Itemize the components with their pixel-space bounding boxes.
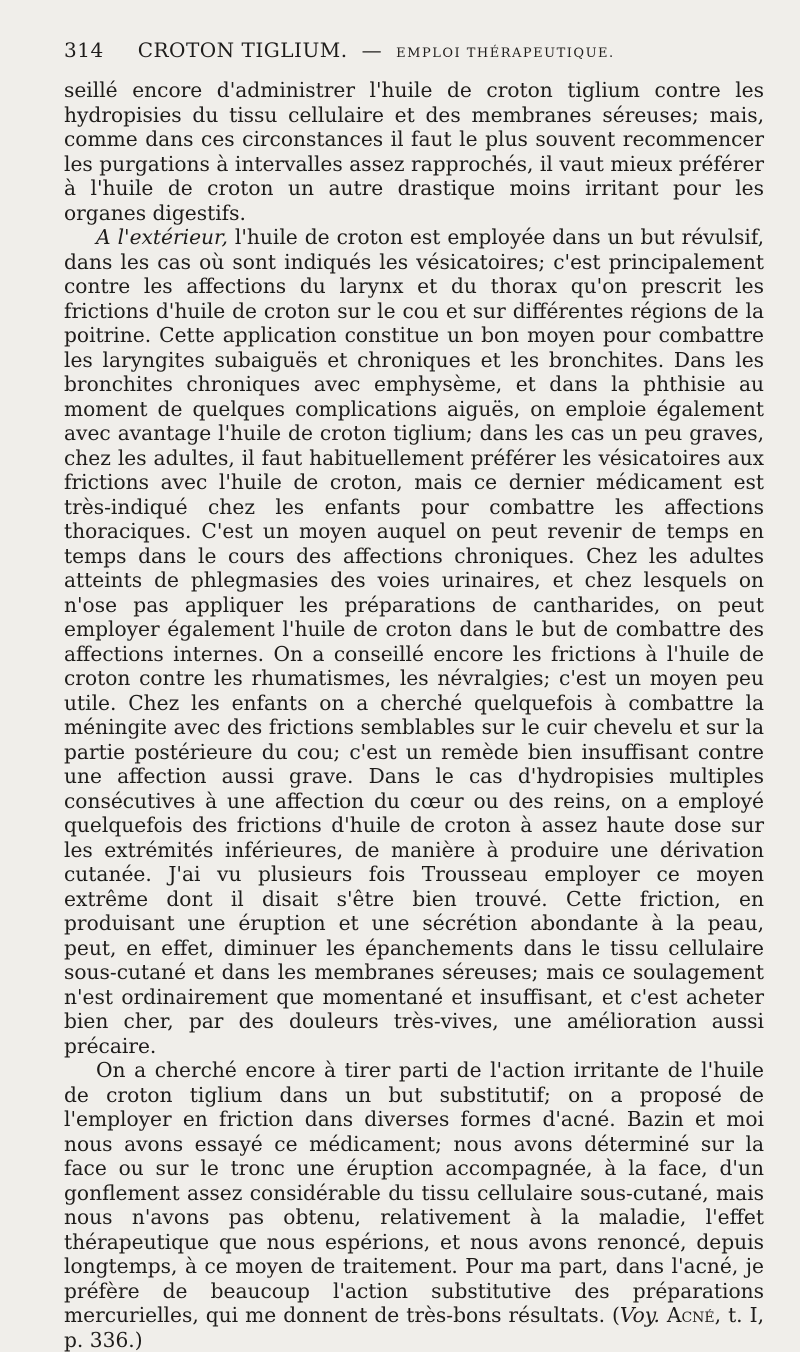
running-subtitle: EMPLOI THÉRAPEUTIQUE.	[396, 46, 615, 61]
paragraph-2	[64, 225, 764, 1058]
cross-reference-tail: , t. I, p. 336.)	[64, 1303, 764, 1352]
body-text	[64, 78, 764, 1352]
paragraph-1-text: seillé encore d'administrer l'huile de croton tiglium contre les hydropisies du tissu cellulaire et des membranes séreuses; mais, comme dans ces circonstances il faut le plus souvent recommencer les purgations à intervalles assez rapprochés, il vaut mieux préférer à l'huile de croton un autre drastique moins irritant pour les organes digestifs.	[64, 78, 764, 225]
cross-reference-voy: Voy.	[619, 1303, 660, 1327]
paragraph-3-text: On a cherché encore à tirer parti de l'action irritante de l'huile de croton tiglium dans un but substitutif; on a proposé de l'employer en friction dans diverses formes d'acné. Bazin et moi nous avons essayé ce médicament; nous avons déterminé sur la face ou sur le tronc une éruption accompagnée, à la face, d'un gonflement assez considérable du tissu cellulaire sous-cutané, mais nous n'avons pas obtenu, relativement à la maladie, l'effet thérapeutique que nous espérions, et nous avons renoncé, depuis longtemps, à ce moyen de traitement. Pour ma part, dans l'acné, je préfère de beaucoup l'action substitutive des préparations mercurielles, qui me donnent de très-bons résultats. (	[64, 1058, 764, 1327]
running-header	[64, 38, 764, 78]
page-number: 314	[64, 38, 104, 62]
cross-reference-acne: Acné	[659, 1303, 715, 1327]
paragraph-1	[64, 78, 764, 225]
paragraph-2-text: l'huile de croton est employée dans un but révulsif, dans les cas où sont indiqués les vésicatoires; c'est principalement contre les affections du larynx et du thorax qu'on prescrit les frictions d'huile de croton sur le cou et sur différentes régions de la poitrine. Cette application constitue un bon moyen pour combattre les laryngites subaiguës et chroniques et les bronchites. Dans les bronchites chroniques avec emphysème, et dans la phthisie au moment de quelques complications aiguës, on emploie également avec avantage l'huile de croton tiglium; dans les cas un peu graves, chez les adultes, il faut habituellement préférer les vésicatoires aux frictions avec l'huile de croton, mais ce dernier médicament est très-indiqué chez les enfants pour combattre les affections thoraciques. C'est un moyen auquel on peut revenir de temps en temps dans le cours des affections chroniques. Chez les adultes atteints de phlegmasies des voies urinaires, et chez lesquels on n'ose pas appliquer les préparations de cantharides, on peut employer également l'huile de croton dans le but de combattre des affections internes. On a conseillé encore les frictions à l'huile de croton contre les rhumatismes, les névralgies; c'est un moyen peu utile. Chez les enfants on a cherché quelquefois à combattre la méningite avec des frictions semblables sur le cuir chevelu et sur la partie postérieure du cou; c'est un remède bien insuffisant contre une affection aussi grave. Dans le cas d'hydropisies multiples consécutives à une affection du cœur ou des reins, on a employé quelquefois des frictions d'huile de croton à assez haute dose sur les extrémités inférieures, de manière à produire une dérivation cutanée. J'ai vu plusieurs fois Trousseau employer ce moyen extrême dont il disait s'être bien trouvé. Cette friction, en produisant une éruption et une sécrétion abondante à la peau, peut, en effet, diminuer les épanchements dans le tissu cellulaire sous-cutané et dans les membranes séreuses; mais ce soulagement n'est ordinairement que momentané et insuffisant, et c'est acheter bien cher, par des douleurs très-vives, une amélioration aussi précaire.	[64, 225, 765, 1058]
header-dash: —	[361, 38, 383, 62]
paragraph-3	[64, 1058, 764, 1352]
paragraph-2-lead: A l'extérieur,	[96, 225, 228, 249]
running-title: CROTON TIGLIUM.	[137, 38, 348, 62]
